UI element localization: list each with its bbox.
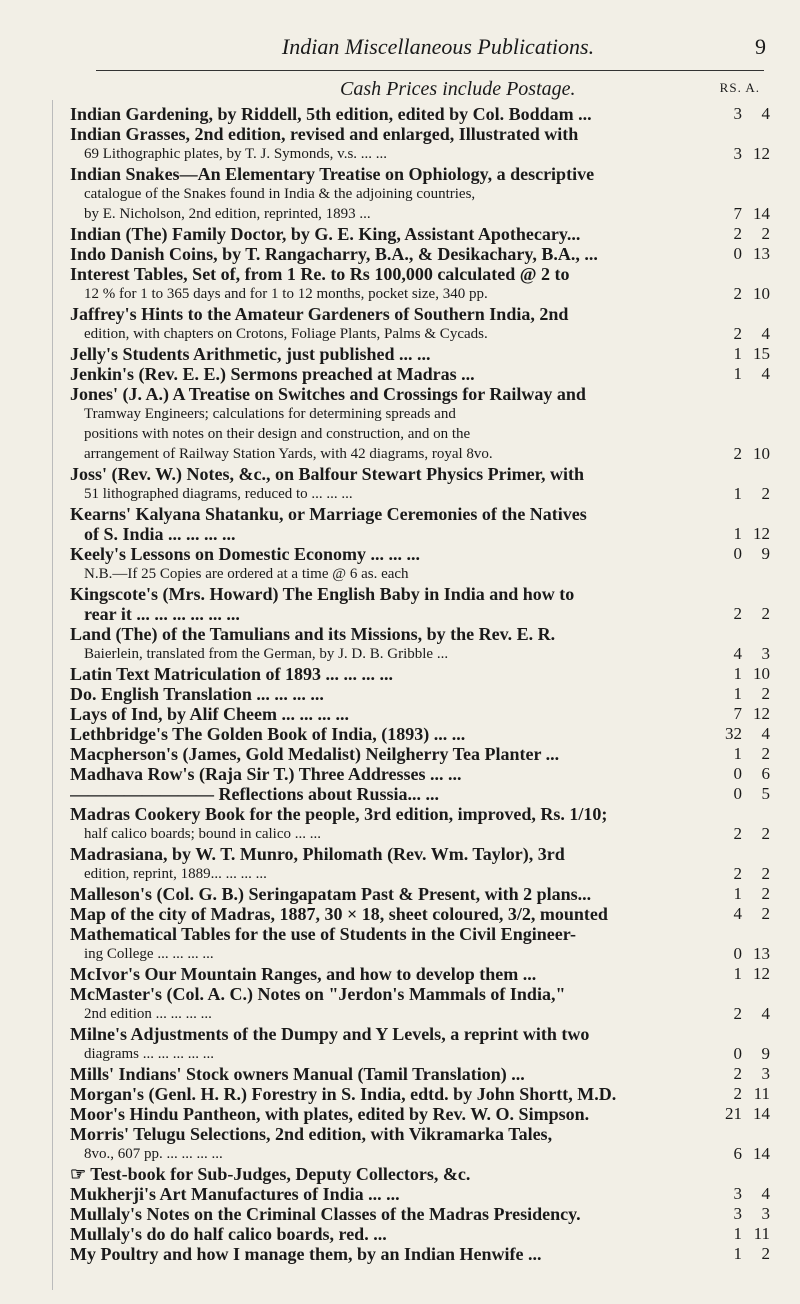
entry-text: 12 % for 1 to 365 days and for 1 to 12 months, pocket size, 340 pp. bbox=[84, 286, 488, 302]
entry-text: Baierlein, translated from the German, by J. D. B. Gribble ... bbox=[84, 646, 449, 662]
entry-text: ing College ... ... ... ... bbox=[84, 946, 214, 962]
catalogue-line bbox=[70, 1244, 770, 1264]
price-rupees: 1 bbox=[733, 884, 742, 903]
entry-text: N.B.—If 25 Copies are ordered at a time @ 6 as. each bbox=[84, 566, 409, 582]
price-annas: 2 bbox=[761, 484, 770, 503]
price-rupees: 1 bbox=[733, 344, 742, 363]
catalogue-line bbox=[70, 1024, 770, 1044]
price-annas: 4 bbox=[761, 324, 770, 343]
catalogue-line bbox=[70, 404, 770, 424]
entry-text: Madras Cookery Book for the people, 3rd edition, improved, Rs. 1/10; bbox=[70, 804, 608, 824]
price-rupees: 4 bbox=[733, 904, 742, 923]
price-rupees: 2 bbox=[733, 824, 742, 843]
price-annas: 2 bbox=[761, 864, 770, 883]
running-title: Indian Miscellaneous Publications. bbox=[281, 34, 595, 59]
entry-text: rear it ... ... ... ... ... ... bbox=[84, 604, 240, 624]
catalogue-line bbox=[70, 664, 770, 684]
entry-text: arrangement of Railway Station Yards, with 42 diagrams, royal 8vo. bbox=[84, 446, 493, 462]
price-annas: 15 bbox=[753, 344, 770, 363]
price-annas: 4 bbox=[761, 1184, 770, 1203]
page-edge bbox=[52, 100, 53, 1290]
catalogue-line bbox=[70, 1164, 770, 1184]
catalogue-line bbox=[70, 344, 770, 364]
price-annas: 3 bbox=[761, 644, 770, 663]
catalogue-line bbox=[70, 1044, 770, 1064]
price-rupees: 1 bbox=[733, 964, 742, 983]
price-rupees: 1 bbox=[733, 484, 742, 503]
price-rupees: 2 bbox=[733, 1004, 742, 1023]
entry-text: by E. Nicholson, 2nd edition, reprinted, 1893 ... bbox=[84, 206, 371, 222]
page-header bbox=[118, 34, 766, 60]
price-annas: 10 bbox=[753, 444, 770, 463]
price-annas: 2 bbox=[761, 224, 770, 243]
price-rupees: 7 bbox=[733, 204, 742, 223]
entry-text: McMaster's (Col. A. C.) Notes on "Jerdon's Mammals of India," bbox=[70, 984, 566, 1004]
entry-text: diagrams ... ... ... ... ... bbox=[84, 1046, 214, 1062]
catalogue-line bbox=[70, 224, 770, 244]
catalogue-line bbox=[70, 744, 770, 764]
entry-text: Morris' Telugu Selections, 2nd edition, with Vikramarka Tales, bbox=[70, 1124, 553, 1144]
catalogue-line bbox=[70, 364, 770, 384]
catalogue-line bbox=[70, 624, 770, 644]
entry-text: Morgan's (Genl. H. R.) Forestry in S. India, edtd. by John Shortt, M.D. bbox=[70, 1084, 617, 1104]
price-rupees: 2 bbox=[733, 444, 742, 463]
price-annas: 12 bbox=[753, 144, 770, 163]
entry-text: Indian Grasses, 2nd edition, revised and enlarged, Illustrated with bbox=[70, 124, 579, 144]
entry-text: Jenkin's (Rev. E. E.) Sermons preached at Madras ... bbox=[70, 364, 475, 384]
price-subheading bbox=[340, 78, 760, 100]
column-headings: RS. A. bbox=[719, 80, 760, 95]
price-annas: 5 bbox=[761, 784, 770, 803]
entry-text: half calico boards; bound in calico ... ... bbox=[84, 826, 322, 842]
entry-text: Mathematical Tables for the use of Students in the Civil Engineer- bbox=[70, 924, 577, 944]
catalogue-line bbox=[70, 684, 770, 704]
entry-text: Indian Snakes—An Elementary Treatise on Ophiology, a descriptive bbox=[70, 164, 595, 184]
price-rupees: 2 bbox=[733, 224, 742, 243]
price-annas: 9 bbox=[761, 544, 770, 563]
price-rupees: 4 bbox=[733, 644, 742, 663]
catalogue-line bbox=[70, 884, 770, 904]
price-annas: 10 bbox=[753, 284, 770, 303]
price-rupees: 2 bbox=[733, 1064, 742, 1083]
catalogue-line bbox=[70, 524, 770, 544]
catalogue-line bbox=[70, 964, 770, 984]
price-rupees: 0 bbox=[733, 244, 742, 263]
price-rupees: 3 bbox=[733, 104, 742, 123]
catalogue-line bbox=[70, 384, 770, 404]
price-annas: 14 bbox=[753, 204, 770, 223]
price-annas: 11 bbox=[753, 1224, 770, 1243]
price-rupees: 1 bbox=[733, 524, 742, 543]
price-rupees: 3 bbox=[733, 1184, 742, 1203]
entry-text: Jaffrey's Hints to the Amateur Gardeners of Southern India, 2nd bbox=[70, 304, 569, 324]
price-annas: 13 bbox=[753, 244, 770, 263]
price-rupees: 0 bbox=[733, 764, 742, 783]
price-annas: 9 bbox=[761, 1044, 770, 1063]
price-annas: 3 bbox=[761, 1204, 770, 1223]
price-rupees: 2 bbox=[733, 284, 742, 303]
catalogue-line bbox=[70, 244, 770, 264]
price-annas: 13 bbox=[753, 944, 770, 963]
entry-text: 8vo., 607 pp. ... ... ... ... bbox=[84, 1146, 223, 1162]
catalogue-line bbox=[70, 604, 770, 624]
catalogue-line bbox=[70, 1104, 770, 1124]
catalogue-line bbox=[70, 164, 770, 184]
price-rupees: 3 bbox=[733, 144, 742, 163]
price-rupees: 2 bbox=[733, 1084, 742, 1103]
page-number: 9 bbox=[755, 34, 766, 59]
catalogue-line bbox=[70, 784, 770, 804]
catalogue-line bbox=[70, 424, 770, 444]
catalogue-line bbox=[70, 824, 770, 844]
catalogue-line bbox=[70, 104, 770, 124]
price-rupees: 0 bbox=[733, 1044, 742, 1063]
entry-text: Jones' (J. A.) A Treatise on Switches and Crossings for Railway and bbox=[70, 384, 586, 404]
price-annas: 2 bbox=[761, 684, 770, 703]
catalogue-line bbox=[70, 324, 770, 344]
price-annas: 11 bbox=[753, 1084, 770, 1103]
entry-text: Macpherson's (James, Gold Medalist) Neilgherry Tea Planter ... bbox=[70, 744, 560, 764]
catalogue-line bbox=[70, 1204, 770, 1224]
price-rupees: 3 bbox=[733, 1204, 742, 1223]
price-annas: 2 bbox=[761, 824, 770, 843]
entry-text: Jelly's Students Arithmetic, just published ... ... bbox=[70, 344, 431, 364]
catalogue-line bbox=[70, 304, 770, 324]
catalogue-list bbox=[70, 104, 770, 1264]
entry-text: Madhava Row's (Raja Sir T.) Three Addresses ... ... bbox=[70, 764, 462, 784]
price-annas: 2 bbox=[761, 1244, 770, 1263]
entry-text: Lays of Ind, by Alif Cheem ... ... ... ... bbox=[70, 704, 350, 724]
price-annas: 2 bbox=[761, 744, 770, 763]
entry-text: Interest Tables, Set of, from 1 Re. to Rs 100,000 calculated @ 2 to bbox=[70, 264, 570, 284]
entry-text: Map of the city of Madras, 1887, 30 × 18, sheet coloured, 3/2, mounted bbox=[70, 904, 608, 924]
entry-text: Indo Danish Coins, by T. Rangacharry, B.A., & Desikachary, B.A., ... bbox=[70, 244, 598, 264]
catalogue-line bbox=[70, 284, 770, 304]
entry-text: catalogue of the Snakes found in India & the adjoining countries, bbox=[84, 186, 476, 202]
entry-text: Mullaly's Notes on the Criminal Classes of the Madras Presidency. bbox=[70, 1204, 581, 1224]
catalogue-line bbox=[70, 644, 770, 664]
entry-text: ☞ Test-book for Sub-Judges, Deputy Collectors, &c. bbox=[70, 1164, 471, 1184]
price-rupees: 6 bbox=[733, 1144, 742, 1163]
catalogue-line bbox=[70, 724, 770, 744]
entry-text: Latin Text Matriculation of 1893 ... ... ... ... bbox=[70, 664, 393, 684]
catalogue-line bbox=[70, 124, 770, 144]
price-annas: 4 bbox=[761, 364, 770, 383]
catalogue-line bbox=[70, 484, 770, 504]
entry-text: My Poultry and how I manage them, by an Indian Henwife ... bbox=[70, 1244, 542, 1264]
price-rupees: 2 bbox=[733, 864, 742, 883]
entry-text: McIvor's Our Mountain Ranges, and how to develop them ... bbox=[70, 964, 537, 984]
price-annas: 12 bbox=[753, 524, 770, 543]
entry-text: Kearns' Kalyana Shatanku, or Marriage Ceremonies of the Natives bbox=[70, 504, 587, 524]
catalogue-line bbox=[70, 1064, 770, 1084]
price-rupees: 32 bbox=[725, 724, 742, 743]
price-annas: 12 bbox=[753, 704, 770, 723]
catalogue-line bbox=[70, 704, 770, 724]
price-annas: 14 bbox=[753, 1144, 770, 1163]
price-rupees: 1 bbox=[733, 1224, 742, 1243]
catalogue-line bbox=[70, 804, 770, 824]
price-annas: 3 bbox=[761, 1064, 770, 1083]
catalogue-line bbox=[70, 1004, 770, 1024]
entry-text: Indian (The) Family Doctor, by G. E. King, Assistant Apothecary... bbox=[70, 224, 581, 244]
price-rupees: 1 bbox=[733, 744, 742, 763]
entry-text: Do. English Translation ... ... ... ... bbox=[70, 684, 324, 704]
price-annas: 2 bbox=[761, 904, 770, 923]
subheading-text: Cash Prices include Postage. bbox=[340, 78, 576, 100]
catalogue-line bbox=[70, 464, 770, 484]
price-rupees: 0 bbox=[733, 784, 742, 803]
entry-text: Land (The) of the Tamulians and its Missions, by the Rev. E. R. bbox=[70, 624, 556, 644]
price-annas: 6 bbox=[761, 764, 770, 783]
price-annas: 10 bbox=[753, 664, 770, 683]
catalogue-line bbox=[70, 264, 770, 284]
entry-text: Keely's Lessons on Domestic Economy ... ... ... bbox=[70, 544, 420, 564]
price-rupees: 1 bbox=[733, 684, 742, 703]
entry-text: Mukherji's Art Manufactures of India ... ... bbox=[70, 1184, 400, 1204]
catalogue-line bbox=[70, 544, 770, 564]
catalogue-line bbox=[70, 944, 770, 964]
catalogue-line bbox=[70, 904, 770, 924]
catalogue-line bbox=[70, 1184, 770, 1204]
entry-text: of S. India ... ... ... ... bbox=[84, 524, 236, 544]
catalogue-line bbox=[70, 1224, 770, 1244]
entry-text: Mullaly's do do half calico boards, red. ... bbox=[70, 1224, 387, 1244]
catalogue-line bbox=[70, 584, 770, 604]
price-annas: 14 bbox=[753, 1104, 770, 1123]
entry-text: 69 Lithographic plates, by T. J. Symonds, v.s. ... ... bbox=[84, 146, 388, 162]
entry-text: Kingscote's (Mrs. Howard) The English Baby in India and how to bbox=[70, 584, 575, 604]
price-rupees: 2 bbox=[733, 324, 742, 343]
entry-text: ———————— Reflections about Russia... ... bbox=[70, 784, 440, 804]
catalogue-line bbox=[70, 564, 770, 584]
entry-text: Milne's Adjustments of the Dumpy and Y Levels, a reprint with two bbox=[70, 1024, 590, 1044]
price-annas: 4 bbox=[761, 1004, 770, 1023]
catalogue-line bbox=[70, 144, 770, 164]
catalogue-line bbox=[70, 184, 770, 204]
catalogue-line bbox=[70, 204, 770, 224]
catalogue-line bbox=[70, 1084, 770, 1104]
price-rupees: 1 bbox=[733, 664, 742, 683]
price-rupees: 1 bbox=[733, 364, 742, 383]
entry-text: Indian Gardening, by Riddell, 5th edition, edited by Col. Boddam ... bbox=[70, 104, 592, 124]
catalogue-line bbox=[70, 1124, 770, 1144]
catalogue-line bbox=[70, 924, 770, 944]
entry-text: 51 lithographed diagrams, reduced to ... ... ... bbox=[84, 486, 353, 502]
price-annas: 4 bbox=[761, 724, 770, 743]
entry-text: Moor's Hindu Pantheon, with plates, edited by Rev. W. O. Simpson. bbox=[70, 1104, 590, 1124]
catalogue-line bbox=[70, 844, 770, 864]
catalogue-line bbox=[70, 1144, 770, 1164]
price-annas: 12 bbox=[753, 964, 770, 983]
price-rupees: 0 bbox=[733, 944, 742, 963]
catalogue-line bbox=[70, 444, 770, 464]
entry-text: Tramway Engineers; calculations for determining spreads and bbox=[84, 406, 456, 422]
price-annas: 4 bbox=[761, 104, 770, 123]
catalogue-line bbox=[70, 764, 770, 784]
catalogue-line bbox=[70, 504, 770, 524]
entry-text: 2nd edition ... ... ... ... bbox=[84, 1006, 212, 1022]
entry-text: Malleson's (Col. G. B.) Seringapatam Past & Present, with 2 plans... bbox=[70, 884, 592, 904]
entry-text: Mills' Indians' Stock owners Manual (Tamil Translation) ... bbox=[70, 1064, 525, 1084]
header-rule bbox=[96, 70, 764, 71]
entry-text: positions with notes on their design and construction, and on the bbox=[84, 426, 471, 442]
price-rupees: 1 bbox=[733, 1244, 742, 1263]
entry-text: Madrasiana, by W. T. Munro, Philomath (Rev. Wm. Taylor), 3rd bbox=[70, 844, 565, 864]
entry-text: Lethbridge's The Golden Book of India, (1893) ... ... bbox=[70, 724, 466, 744]
catalogue-line bbox=[70, 984, 770, 1004]
price-rupees: 21 bbox=[725, 1104, 742, 1123]
entry-text: Joss' (Rev. W.) Notes, &c., on Balfour Stewart Physics Primer, with bbox=[70, 464, 584, 484]
price-rupees: 2 bbox=[733, 604, 742, 623]
price-rupees: 0 bbox=[733, 544, 742, 563]
price-annas: 2 bbox=[761, 884, 770, 903]
price-rupees: 7 bbox=[733, 704, 742, 723]
catalogue-line bbox=[70, 864, 770, 884]
entry-text: edition, with chapters on Crotons, Foliage Plants, Palms & Cycads. bbox=[84, 326, 488, 342]
price-annas: 2 bbox=[761, 604, 770, 623]
entry-text: edition, reprint, 1889... ... ... ... bbox=[84, 866, 267, 882]
